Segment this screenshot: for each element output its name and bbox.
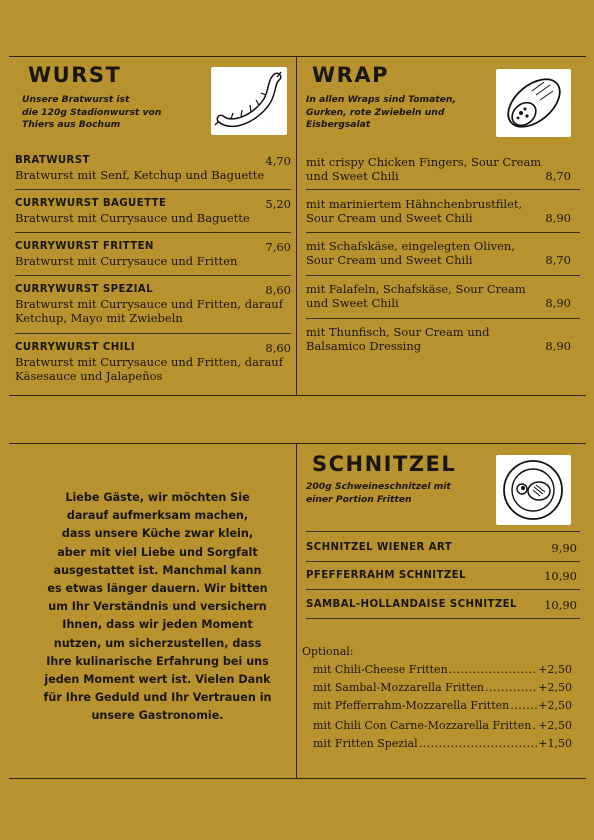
item-price: 7,60 (265, 240, 291, 254)
wurst-subtitle (22, 94, 161, 132)
wurst-title: WURST (28, 63, 122, 87)
notice-line: Liebe Gäste, wir möchten Sie (65, 491, 250, 504)
list-item (15, 197, 291, 225)
item-desc: mit Thunfisch, Sour Cream und (306, 325, 490, 339)
item-name: BRATWURST (15, 155, 90, 166)
notice-line: jeden Moment wert ist. Vielen Dank (44, 673, 271, 687)
top-rule (9, 56, 586, 57)
item-price: 8,90 (545, 296, 571, 310)
optional-item (313, 699, 572, 712)
schnitzel-subtitle-line: 200g Schweineschnitzel mit (306, 481, 451, 492)
optional-price: +1,50 (538, 737, 572, 750)
item-desc: und Sweet Chili (306, 169, 399, 183)
item-price: 8,90 (545, 211, 571, 225)
list-item (306, 197, 576, 225)
optional-item (313, 663, 572, 676)
notice-line: aber mit viel Liebe und Sorgfalt (57, 545, 258, 559)
notice-line: Ihre kulinarische Erfahrung bei uns (46, 654, 269, 668)
item-name: CURRYWURST BAGUETTE (15, 198, 167, 209)
optional-price: +2,50 (538, 719, 572, 732)
list-item (15, 283, 291, 325)
item-desc: Käsesauce und Jalapeños (15, 369, 163, 383)
item-name: SAMBAL-HOLLANDAISE SCHNITZEL (306, 599, 517, 610)
divider (306, 618, 580, 619)
wurst-subtitle-line: Unsere Bratwurst ist (22, 94, 130, 105)
notice-line: Ihnen, dass wir jeden Moment (62, 618, 253, 632)
mid-rule-2 (9, 443, 586, 444)
top-divider (296, 56, 297, 396)
notice-line: unsere Gastronomie. (91, 709, 224, 723)
leader-dots (532, 719, 537, 732)
schnitzel-subtitle-line: einer Portion Fritten (306, 493, 412, 505)
divider (306, 589, 580, 590)
item-desc: Bratwurst mit Currysauce und Fritten, darauf (15, 355, 283, 369)
leader-dots (510, 699, 537, 712)
notice-line: dass unsere Küche zwar klein, (61, 527, 254, 541)
optional-name: mit Chili Con Carne-Mozzarella Fritten (313, 719, 532, 732)
divider (306, 561, 580, 562)
wrap-subtitle-line: Eisbergsalat (306, 119, 371, 131)
divider (15, 333, 291, 334)
leader-dots (485, 681, 537, 694)
notice-line: darauf aufmerksam machen, (66, 509, 249, 523)
notice-line: es etwas länger dauern. Wir bitten (47, 582, 268, 596)
divider (306, 318, 580, 319)
wurst-subtitle-line: die 120g Stadionwurst von (22, 106, 162, 118)
item-desc: Bratwurst mit Senf, Ketchup und Baguette (15, 168, 265, 182)
item-name: CURRYWURST FRITTEN (15, 241, 154, 252)
optional-price: +2,50 (538, 699, 572, 712)
bottom-divider (296, 443, 297, 779)
item-price: 8,70 (545, 169, 571, 183)
item-price: 5,20 (265, 197, 291, 211)
schnitzel-title: SCHNITZEL (312, 452, 457, 476)
item-price: 4,70 (265, 154, 291, 168)
item-price: 8,70 (545, 253, 571, 267)
item-desc: Sour Cream und Sweet Chili (306, 211, 473, 225)
list-item (306, 155, 576, 183)
optional-name: mit Fritten Spezial (313, 737, 418, 750)
item-desc: und Sweet Chili (306, 296, 399, 310)
item-price: 9,90 (551, 541, 577, 555)
list-item (306, 239, 576, 267)
schnitzel-subtitle (306, 481, 451, 506)
item-desc: Sour Cream und Sweet Chili (306, 253, 473, 267)
list-item (306, 282, 576, 310)
item-desc: Ketchup, Mayo mit Zwiebeln (15, 311, 183, 325)
divider (306, 531, 580, 532)
wrap-title: WRAP (312, 63, 389, 87)
list-item (15, 240, 291, 268)
list-item (15, 341, 291, 383)
wrap-subtitle-line: Gurken, rote Zwiebeln und (306, 106, 445, 118)
notice-line: für Ihre Geduld und Ihr Vertrauen in (43, 691, 272, 705)
wrap-subtitle-line: In allen Wraps sind Tomaten, (306, 94, 456, 105)
item-desc: mit Falafeln, Schafskäse, Sour Cream (306, 282, 526, 296)
item-price: 10,90 (544, 569, 577, 583)
item-desc: Bratwurst mit Currysauce und Baguette (15, 211, 250, 225)
optional-title: Optional: (302, 645, 354, 658)
notice-line: nutzen, um sicherzustellen, dass (53, 636, 262, 650)
item-price: 8,90 (545, 339, 571, 353)
item-name: PFEFFERRAHM SCHNITZEL (306, 570, 466, 581)
leader-dots (449, 663, 538, 676)
item-desc: Bratwurst mit Currysauce und Fritten (15, 254, 238, 268)
item-desc: mit Schafskäse, eingelegten Oliven, (306, 239, 515, 253)
divider (15, 189, 291, 190)
optional-price: +2,50 (538, 663, 572, 676)
notice-line: um Ihr Verständnis und versichern (48, 600, 267, 614)
optional-item (313, 737, 572, 750)
notice-line: ausgestattet ist. Manchmal kann (53, 563, 262, 577)
divider (306, 275, 580, 276)
wurst-subtitle-line: Thiers aus Bochum (22, 119, 121, 131)
sausage-icon (211, 67, 287, 135)
bottom-rule (9, 778, 586, 779)
item-desc: mit mariniertem Hähnchenbrustfilet, (306, 197, 523, 211)
divider (15, 275, 291, 276)
list-item (306, 325, 576, 353)
optional-name: mit Chili-Cheese Fritten (313, 663, 448, 676)
item-name: SCHNITZEL WIENER ART (306, 542, 453, 553)
divider (306, 189, 580, 190)
item-desc: Balsamico Dressing (306, 339, 422, 353)
item-price: 10,90 (544, 598, 577, 612)
item-name: CURRYWURST SPEZIAL (15, 284, 153, 295)
item-price: 8,60 (265, 283, 291, 297)
wrap-icon (496, 69, 571, 137)
list-item (15, 154, 291, 182)
mid-rule-1 (9, 395, 586, 396)
kitchen-notice (40, 489, 275, 726)
item-name: CURRYWURST CHILI (15, 342, 135, 353)
schnitzel-plate-icon (496, 455, 571, 525)
wrap-subtitle (306, 94, 456, 132)
optional-item (313, 681, 572, 694)
leader-dots (419, 737, 538, 750)
item-desc: mit crispy Chicken Fingers, Sour Cream (306, 155, 542, 169)
divider (15, 232, 291, 233)
optional-item (313, 719, 572, 732)
optional-price: +2,50 (538, 681, 572, 694)
optional-name: mit Sambal-Mozzarella Fritten (313, 681, 484, 694)
item-price: 8,60 (265, 341, 291, 355)
item-desc: Bratwurst mit Currysauce und Fritten, darauf (15, 297, 283, 311)
optional-name: mit Pfefferrahm-Mozzarella Fritten (313, 699, 510, 712)
divider (306, 232, 580, 233)
